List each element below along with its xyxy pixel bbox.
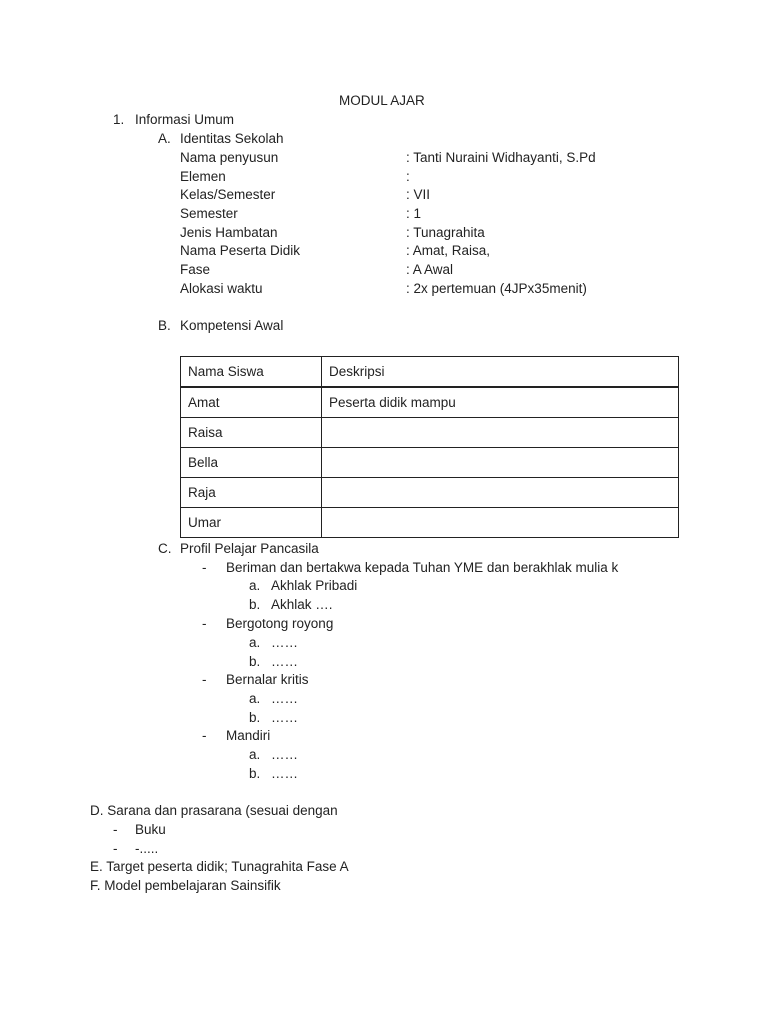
table-cell-nama: Raisa xyxy=(181,418,322,448)
table-cell-nama: Raja xyxy=(181,478,322,508)
list-bullet: - xyxy=(202,672,207,687)
sub-item-letter: a. xyxy=(249,635,261,650)
field-label-alokasi-waktu: Alokasi waktu xyxy=(180,281,263,296)
field-value-semester: : 1 xyxy=(406,206,422,221)
table-header-cell: Nama Siswa xyxy=(181,357,322,388)
section-1-number: 1. xyxy=(113,112,125,127)
field-label-nama-peserta-didik: Nama Peserta Didik xyxy=(180,243,301,258)
kompetensi-awal-table xyxy=(180,356,679,538)
section-d-heading: D. Sarana dan prasarana (sesuai dengan xyxy=(90,803,338,818)
sub-item-letter: b. xyxy=(249,766,261,781)
table-cell-deskripsi xyxy=(322,478,679,508)
table-cell-nama: Bella xyxy=(181,448,322,478)
section-a-letter: A. xyxy=(158,131,171,146)
table-cell-nama: Amat xyxy=(181,387,322,418)
sub-item-letter: b. xyxy=(249,710,261,725)
table-row xyxy=(181,508,679,538)
table-cell-deskripsi xyxy=(322,508,679,538)
table-header-cell: Deskripsi xyxy=(322,357,679,388)
table-row xyxy=(181,448,679,478)
section-c-heading: Profil Pelajar Pancasila xyxy=(180,541,319,556)
field-label-kelas-semester: Kelas/Semester xyxy=(180,187,276,202)
table-cell-deskripsi: Peserta didik mampu xyxy=(322,387,679,418)
field-value-nama-penyusun: : Tanti Nuraini Widhayanti, S.Pd xyxy=(406,150,596,165)
sub-item-letter: b. xyxy=(249,597,261,612)
sub-item-text: …… xyxy=(271,691,298,706)
sub-item-letter: a. xyxy=(249,578,261,593)
list-bullet: - xyxy=(202,560,207,575)
list-bullet: - xyxy=(113,822,118,837)
section-f-heading: F. Model pembelajaran Sainsifik xyxy=(90,878,281,893)
sub-item-text: …… xyxy=(271,710,298,725)
table-row xyxy=(181,478,679,508)
field-value-elemen: : xyxy=(406,169,410,184)
table-row xyxy=(181,418,679,448)
sub-item-letter: a. xyxy=(249,691,261,706)
list-item: Beriman dan bertakwa kepada Tuhan YME dan berakhlak mulia k xyxy=(226,560,619,575)
sub-item-text: Akhlak Pribadi xyxy=(271,578,358,593)
list-item: Bergotong royong xyxy=(226,616,334,631)
sub-item-text: Akhlak …. xyxy=(271,597,333,612)
sub-item-text: …… xyxy=(271,654,298,669)
sub-item-letter: a. xyxy=(249,747,261,762)
list-item: Mandiri xyxy=(226,728,271,743)
sub-item-text: …… xyxy=(271,747,298,762)
field-value-kelas-semester: : VII xyxy=(406,187,431,202)
document-title: MODUL AJAR xyxy=(339,93,425,108)
field-label-elemen: Elemen xyxy=(180,169,226,184)
table-header-row xyxy=(181,357,679,388)
field-value-fase: : A Awal xyxy=(406,262,454,277)
table-cell-nama: Umar xyxy=(181,508,322,538)
table-row xyxy=(181,387,679,418)
table-cell-deskripsi xyxy=(322,418,679,448)
field-label-jenis-hambatan: Jenis Hambatan xyxy=(180,225,278,240)
list-item: Buku xyxy=(135,822,166,837)
table-cell-deskripsi xyxy=(322,448,679,478)
list-bullet: - xyxy=(113,841,118,856)
field-value-jenis-hambatan: : Tunagrahita xyxy=(406,225,485,240)
sub-item-letter: b. xyxy=(249,654,261,669)
field-value-alokasi-waktu: : 2x pertemuan (4JPx35menit) xyxy=(406,281,587,296)
list-item: Bernalar kritis xyxy=(226,672,309,687)
section-a-heading: Identitas Sekolah xyxy=(180,131,284,146)
list-bullet: - xyxy=(202,728,207,743)
section-1-heading: Informasi Umum xyxy=(135,112,235,127)
section-e-heading: E. Target peserta didik; Tunagrahita Fase A xyxy=(90,859,349,874)
list-item: -..... xyxy=(135,841,159,856)
section-c-letter: C. xyxy=(158,541,172,556)
section-b-heading: Kompetensi Awal xyxy=(180,318,284,333)
list-bullet: - xyxy=(202,616,207,631)
field-value-nama-peserta-didik: : Amat, Raisa, xyxy=(406,243,491,258)
field-label-fase: Fase xyxy=(180,262,211,277)
sub-item-text: …… xyxy=(271,635,298,650)
field-label-semester: Semester xyxy=(180,206,238,221)
section-b-letter: B. xyxy=(158,318,171,333)
sub-item-text: …… xyxy=(271,766,298,781)
field-label-nama-penyusun: Nama penyusun xyxy=(180,150,279,165)
